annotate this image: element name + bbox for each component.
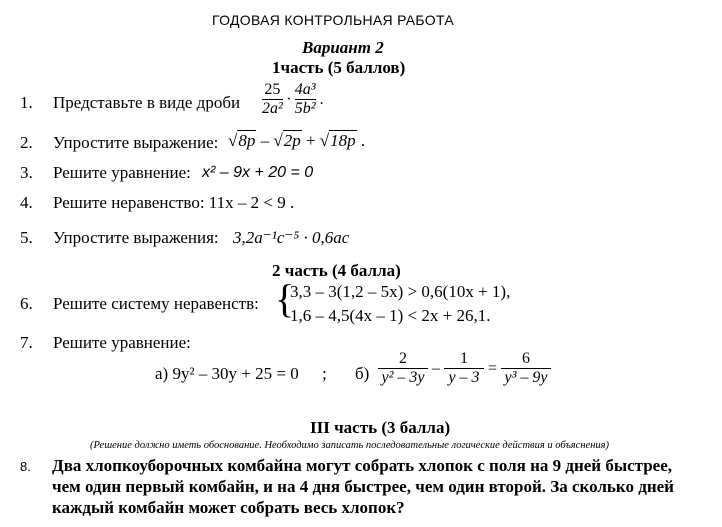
task-number: 8.	[20, 459, 31, 474]
radicand: 2p	[283, 131, 301, 150]
fraction	[378, 351, 428, 387]
numerator: 1	[460, 350, 468, 367]
task-3-text: Решите уравнение:	[53, 163, 191, 182]
task-number: 7.	[20, 333, 33, 352]
part2-title: 2 часть (4 балла)	[272, 261, 401, 280]
denominator: y³ – 9y	[501, 368, 551, 387]
denominator: 2a²	[262, 99, 283, 117]
task-8-line-3: каждый комбайн может собрать весь хлопок?	[52, 498, 405, 517]
separator: ;	[322, 364, 327, 383]
task-number: 6.	[20, 294, 33, 313]
numerator: 6	[522, 350, 531, 367]
task-1-expression: $\frac{25}{\text{2a²}}$ · $\frac{\text{4a³}}{\text{5b²}}$ .	[262, 81, 324, 117]
task-7b-label: б)	[355, 364, 370, 383]
system-brace: {	[275, 276, 295, 321]
task-text: Представьте в виде дроби	[53, 93, 241, 112]
fraction	[262, 82, 283, 118]
task-number: 4.	[20, 193, 33, 212]
task-7a-equation: а) 9y² – 30y + 25 = 0	[155, 364, 299, 383]
task-number: 3.	[20, 163, 33, 182]
task-2-expression: √8p – √2p + √18p .	[228, 131, 366, 150]
task-1-text	[53, 93, 240, 113]
task-3-equation: x² – 9x + 20 = 0	[202, 164, 314, 181]
task-2-text: Упростите выражение:	[53, 133, 219, 152]
part3-note: (Решение должно иметь обоснование. Необходимо записать последовательные логические действия и объяснения)	[90, 440, 610, 451]
part1-title: 1часть (5 баллов)	[272, 58, 406, 77]
task-5-expression: 3,2a⁻¹c⁻⁵ · 0,6ac	[233, 228, 350, 247]
task-5-text: Упростите выражения:	[53, 228, 219, 247]
numerator: 25	[264, 81, 281, 98]
task-number: 5.	[20, 228, 33, 247]
fraction	[501, 351, 551, 387]
denominator: 5b²	[294, 99, 316, 117]
numerator: 4a³	[294, 81, 316, 98]
task-number: 1.	[20, 93, 33, 112]
task-7-text: Решите уравнение:	[53, 333, 191, 352]
fraction	[444, 351, 484, 387]
task-8-line-2: чем один первый комбайн, и на 4 дня быстрее, чем один второй. За сколько дней	[52, 477, 674, 496]
numerator: 2	[399, 350, 407, 367]
task-6-text: Решите систему неравенств:	[53, 294, 259, 313]
page-title: ГОДОВАЯ КОНТРОЛЬНАЯ РАБОТА	[212, 12, 454, 28]
part3-title: III часть (3 балла)	[310, 418, 451, 437]
denominator: y – 3	[444, 368, 484, 387]
task-number: 2.	[20, 133, 33, 152]
radicand: 8p	[238, 131, 256, 150]
task-4-text: Решите неравенство: 11x – 2 < 9 .	[53, 193, 295, 212]
fraction	[295, 82, 316, 118]
task-8-line-1: Два хлопкоуборочных комбайна могут собрать хлопок с поля на 9 дней быстрее,	[52, 456, 673, 475]
denominator: y² – 3y	[378, 368, 428, 387]
variant-label: Вариант 2	[302, 38, 384, 57]
task-7b-equation: $\frac{2}{\text{y² – 3y}}$ – $\frac{1}{y - 3}$ = $\frac{6}{\text{y³ – 9y}}$	[378, 351, 551, 387]
inequality-2: 1,6 – 4,5(4x – 1) < 2x + 26,1.	[290, 306, 491, 325]
inequality-1: 3,3 – 3(1,2 – 5x) > 0,6(10x + 1),	[290, 282, 511, 301]
radicand: 18p	[330, 131, 356, 150]
